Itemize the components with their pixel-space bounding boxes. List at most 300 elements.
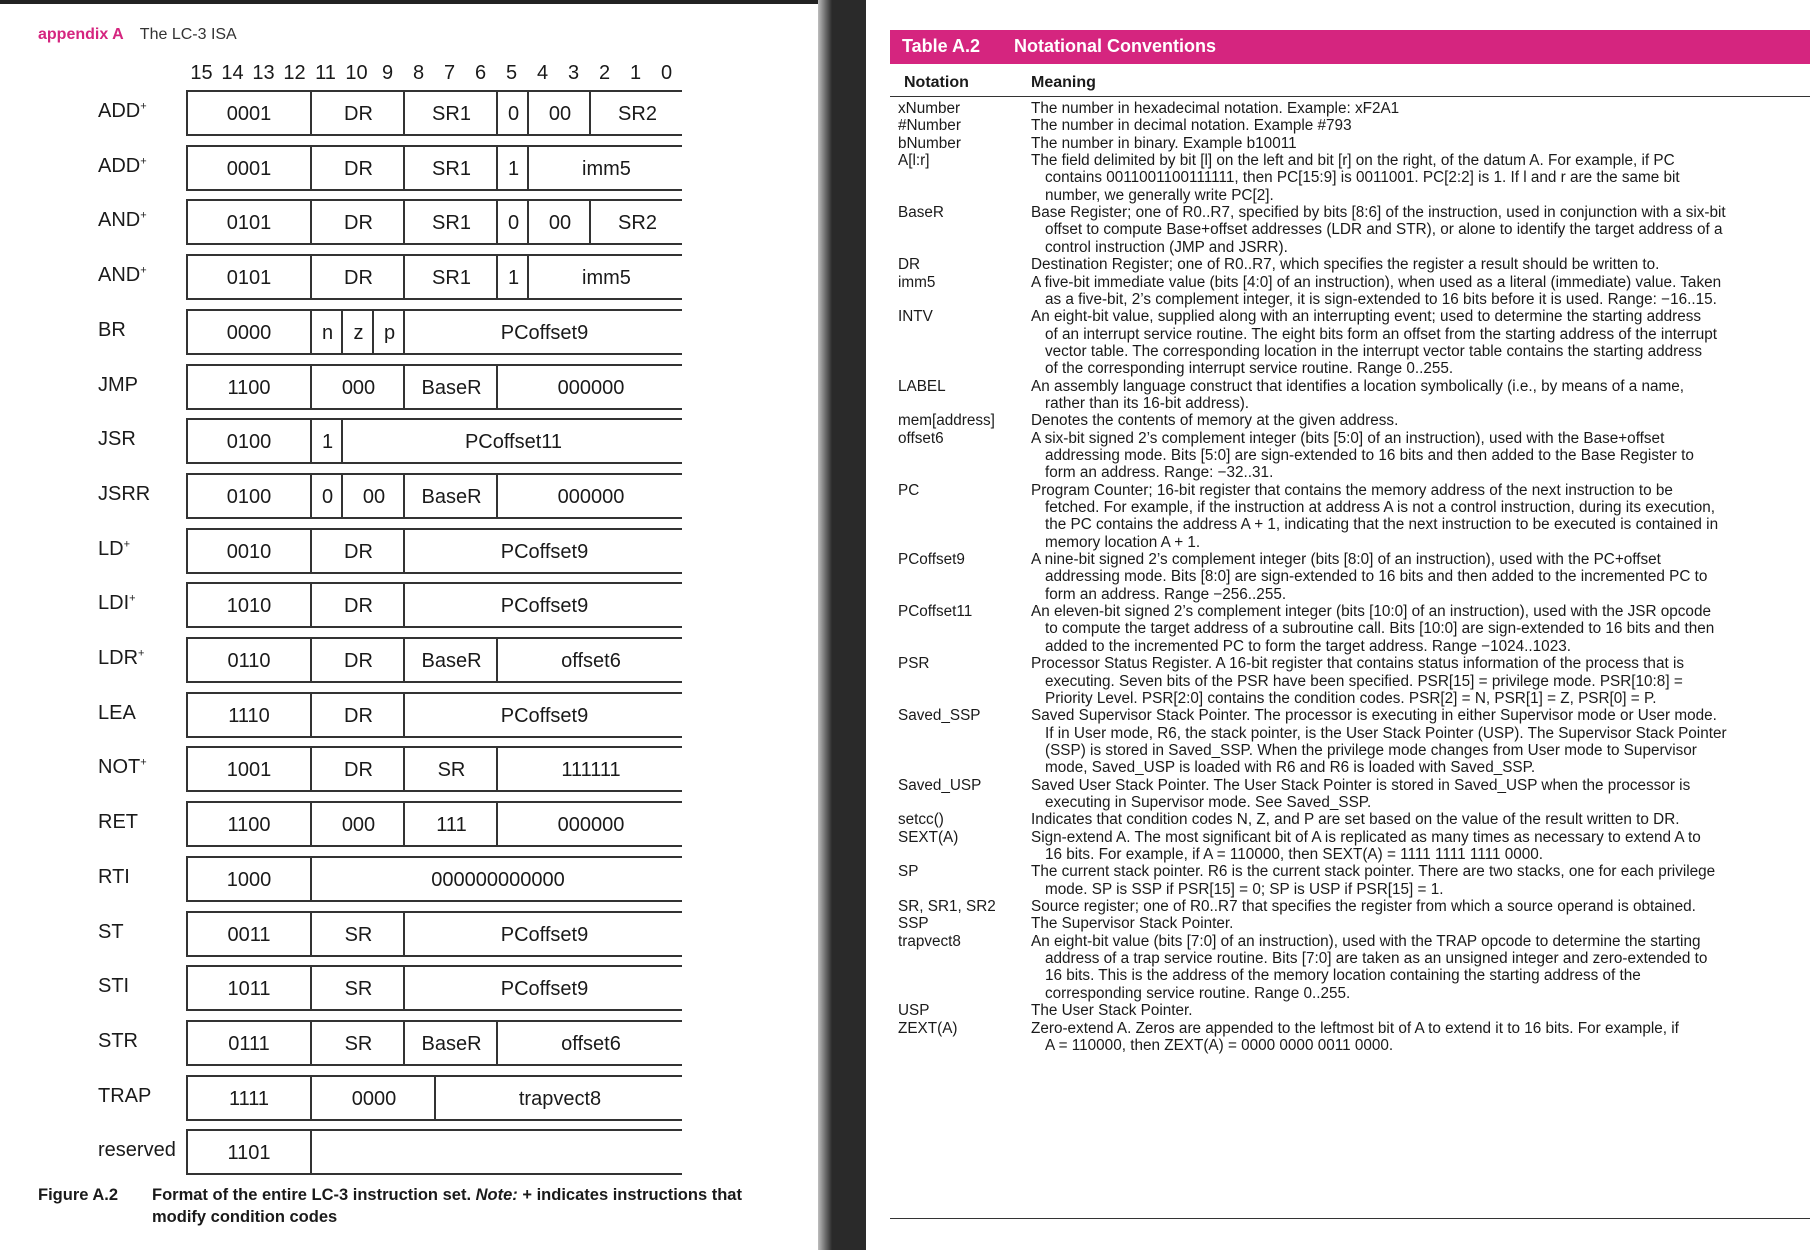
bit-field: SR1 — [403, 201, 498, 243]
notation-meaning — [1031, 135, 1806, 152]
notation-term — [898, 100, 1018, 117]
instruction-row — [0, 473, 818, 521]
bit-field: 000000 — [496, 366, 684, 408]
bit-field: 0001 — [188, 92, 310, 134]
instruction-row — [0, 911, 818, 959]
bit-number: 1 — [629, 62, 642, 84]
instruction-name: BR — [98, 318, 126, 341]
bit-field: 1110 — [188, 694, 310, 736]
meaning-line: control instruction (JMP and JSRR). — [1045, 238, 1288, 256]
notation-term — [898, 412, 1018, 429]
notation-entry — [866, 915, 1818, 932]
notation-meaning — [1031, 430, 1806, 482]
meaning-line: (SSP) is stored in Saved_SSP. When the privilege mode changes from User mode to Supervisor — [1045, 741, 1697, 759]
notation-term — [898, 256, 1018, 273]
bit-field: n — [310, 311, 343, 353]
meaning-line: Zero-extend A. Zeros are appended to the leftmost bit of A to extend it to 16 bits. For example, if — [1031, 1019, 1679, 1037]
instruction-name: RTI — [98, 865, 130, 888]
bit-field: PCoffset9 — [403, 311, 684, 353]
notation-entry — [866, 482, 1818, 551]
modifies-cc-marker: + — [140, 264, 147, 277]
instruction-format-box — [186, 90, 682, 136]
bit-field: trapvect8 — [434, 1077, 684, 1119]
instruction-row — [0, 1020, 818, 1068]
bit-field: 0100 — [188, 420, 310, 462]
notation-term-text: trapvect8 — [898, 932, 961, 950]
notation-entry — [866, 707, 1818, 776]
meaning-line: fetched. For example, if the instruction at address A is not a control instruction, during its execution, — [1045, 499, 1716, 517]
notation-meaning — [1031, 829, 1806, 864]
notation-term-text: bNumber — [898, 134, 961, 152]
notation-meaning — [1031, 412, 1806, 429]
instruction-row — [0, 145, 818, 193]
instruction-row — [0, 528, 818, 576]
instruction-row — [0, 692, 818, 740]
bit-field: 111 — [403, 803, 498, 845]
meaning-line: mode. SP is SSP if PSR[15] = 0; SP is USP if PSR[15] = 1. — [1045, 880, 1444, 898]
table-title: Notational Conventions — [1014, 36, 1216, 56]
notation-term-text: setcc() — [898, 811, 944, 829]
bit-field: 0101 — [188, 201, 310, 243]
right-page — [866, 0, 1818, 1250]
bit-number: 3 — [567, 62, 580, 84]
notation-entry — [866, 135, 1818, 152]
bit-number: 14 — [221, 62, 244, 84]
notation-term — [898, 378, 1018, 395]
notation-meaning — [1031, 551, 1806, 603]
instruction-name: LEA — [98, 701, 136, 724]
notation-term — [898, 1002, 1018, 1019]
notation-meaning — [1031, 1002, 1806, 1019]
caption-text-before: Format of the entire LC-3 instruction set. — [152, 1186, 476, 1204]
meaning-line: An eight-bit value (bits [7:0] of an instruction), used with the TRAP opcode to determine the starting — [1031, 932, 1701, 950]
meaning-line: number, we generally write PC[2]. — [1045, 186, 1274, 204]
notation-term — [898, 204, 1018, 221]
book-gutter — [818, 0, 832, 1250]
notation-term-text: SEXT(A) — [898, 828, 959, 846]
meaning-line: corresponding service routine. Range 0..255. — [1045, 984, 1351, 1002]
bit-field: offset6 — [496, 639, 684, 681]
instruction-format-box — [186, 801, 682, 847]
meaning-line: The number in decimal notation. Example #793 — [1031, 117, 1352, 135]
bit-field: 000 — [310, 803, 405, 845]
caption-text-after: + indicates instructions that modify condition codes — [152, 1186, 742, 1226]
bit-field: 0110 — [188, 639, 310, 681]
meaning-line: addressing mode. Bits [5:0] are sign-extended to 16 bits and then added to the Base Register to — [1045, 446, 1694, 464]
meaning-line: Sign-extend A. The most significant bit of A is replicated as many times as necessary to extend A to — [1031, 828, 1701, 846]
bit-field: 1011 — [188, 967, 310, 1009]
notation-entry — [866, 863, 1818, 898]
meaning-line: form an address. Range: −32..31. — [1045, 464, 1274, 482]
meaning-line: The field delimited by bit [l] on the left and bit [r] on the right, of the datum A. For example, if PC — [1031, 152, 1675, 170]
bit-field: SR — [310, 967, 405, 1009]
meaning-line: of the corresponding interrupt service routine. Range 0..255. — [1045, 360, 1454, 378]
bit-number: 0 — [660, 62, 673, 84]
instruction-name: LDR+ — [98, 647, 145, 669]
caption-note-label: Note: — [475, 1186, 518, 1204]
instruction-name: JMP — [98, 373, 138, 396]
notation-entry — [866, 412, 1818, 429]
notation-term — [898, 777, 1018, 794]
instruction-format-box — [186, 856, 682, 902]
bit-field: SR — [310, 913, 405, 955]
meaning-line: executing. Seven bits of the PSR have been specified. PSR[15] = privilege mode. PSR[10:8] = — [1045, 672, 1683, 690]
notation-meaning — [1031, 915, 1806, 932]
meaning-line: rather than its 16-bit address). — [1045, 394, 1250, 412]
notation-term-text: SP — [898, 863, 919, 881]
bit-field: imm5 — [527, 256, 684, 298]
notation-entry — [866, 378, 1818, 413]
bit-field: BaseR — [403, 475, 498, 517]
bit-field: SR2 — [589, 201, 684, 243]
notation-meaning — [1031, 117, 1806, 134]
meaning-line: Processor Status Register. A 16-bit register that contains status information of the process that is — [1031, 655, 1684, 673]
appendix-title: The LC-3 ISA — [139, 26, 237, 43]
instruction-format-box — [186, 473, 682, 519]
meaning-line: Saved User Stack Pointer. The User Stack Pointer is stored in Saved_USP when the processor is — [1031, 776, 1691, 794]
notation-term-text: #Number — [898, 117, 961, 135]
bit-field: BaseR — [403, 1022, 498, 1064]
meaning-line: Priority Level. PSR[2:0] contains the condition codes. PSR[2] = N, PSR[1] = Z, PSR[0] = P. — [1045, 689, 1657, 707]
instruction-row — [0, 746, 818, 794]
notation-meaning — [1031, 482, 1806, 551]
notation-meaning — [1031, 100, 1806, 117]
bit-number: 5 — [505, 62, 518, 84]
table-bottom-rule — [890, 1218, 1810, 1219]
bit-field: PCoffset9 — [403, 530, 684, 572]
notation-term — [898, 430, 1018, 447]
notation-meaning — [1031, 933, 1806, 1002]
bit-field: 000000 — [496, 475, 684, 517]
instruction-format-box — [186, 965, 682, 1011]
meaning-line: If in User mode, R6, the stack pointer, is the User Stack Pointer (USP). The Supervisor Stack Pointer — [1045, 724, 1727, 742]
meaning-line: A six-bit signed 2’s complement integer (bits [5:0] of an instruction), used with the Base+offset — [1031, 429, 1665, 447]
instruction-name: STI — [98, 975, 130, 998]
bit-field: DR — [310, 639, 405, 681]
notation-term — [898, 603, 1018, 620]
bit-field: 000000000000 — [310, 858, 684, 900]
notation-term — [898, 898, 1018, 915]
notation-term-text: mem[address] — [898, 412, 995, 430]
meaning-line: offset to compute Base+offset addresses (LDR and STR), or alone to identify the target address of a — [1045, 221, 1723, 239]
notation-term — [898, 1020, 1018, 1037]
notation-meaning — [1031, 308, 1806, 377]
bit-number: 15 — [190, 62, 213, 84]
table-header-bar — [890, 30, 1810, 64]
notation-term-text: INTV — [898, 308, 933, 326]
notation-term — [898, 863, 1018, 880]
instruction-name: NOT+ — [98, 756, 147, 779]
meaning-line: to compute the target address of a subroutine call. Bits [10:0] are sign-extended to 16 bits and then — [1045, 620, 1715, 638]
meaning-line: mode, Saved_USP is loaded with R6 and R6 is loaded with Saved_SSP. — [1045, 759, 1536, 777]
instruction-format-box — [186, 637, 682, 683]
bit-field: BaseR — [403, 366, 498, 408]
instruction-name: LDI+ — [98, 592, 136, 615]
instruction-format-box — [186, 309, 682, 355]
instruction-format-box — [186, 1020, 682, 1066]
meaning-line: Indicates that condition codes N, Z, and P are set based on the value of the result written to DR. — [1031, 811, 1680, 829]
meaning-line: A five-bit immediate value (bits [4:0] of an instruction), when used as a literal (immediate) value. Taken — [1031, 273, 1722, 291]
notation-meaning — [1031, 811, 1806, 828]
meaning-line: memory location A + 1. — [1045, 533, 1201, 551]
notation-meaning — [1031, 152, 1806, 204]
appendix-label: appendix A — [38, 26, 124, 43]
notation-term — [898, 152, 1018, 169]
notation-term — [898, 117, 1018, 134]
bit-field: DR — [310, 201, 405, 243]
meaning-line: contains 0011001100111111, then PC[15:9] is 0011001. PC[2:2] is 1. If l and r are the same bit — [1045, 169, 1680, 187]
notation-meaning — [1031, 1020, 1806, 1055]
instruction-format-box — [186, 418, 682, 464]
bit-field: PCoffset9 — [403, 694, 684, 736]
instruction-name: LD+ — [98, 537, 131, 560]
bit-number: 11 — [315, 62, 336, 84]
notation-term-text: PSR — [898, 655, 930, 673]
modifies-cc-marker: + — [123, 537, 131, 550]
notation-term-text: USP — [898, 1002, 930, 1020]
instruction-format-box — [186, 145, 682, 191]
notation-term-text: imm5 — [898, 273, 936, 291]
notation-term — [898, 811, 1018, 828]
notation-term-text: PC — [898, 481, 920, 499]
bit-field: 1000 — [188, 858, 310, 900]
notation-term — [898, 482, 1018, 499]
bit-number: 10 — [345, 62, 368, 84]
meaning-line: 16 bits. For example, if A = 110000, then SEXT(A) = 1111 1111 1111 0000. — [1045, 846, 1544, 864]
notation-entry — [866, 100, 1818, 117]
bit-field: 1101 — [188, 1131, 310, 1173]
notation-entry — [866, 117, 1818, 134]
instruction-row — [0, 418, 818, 466]
bit-field: 1010 — [188, 584, 310, 626]
modifies-cc-marker: + — [138, 647, 145, 660]
bit-field: z — [341, 311, 374, 353]
bit-field: 000 — [310, 366, 405, 408]
notation-term — [898, 707, 1018, 724]
instruction-name: RET — [98, 811, 138, 834]
instruction-name: ADD+ — [98, 100, 147, 122]
bit-field: offset6 — [496, 1022, 684, 1064]
instruction-name: AND+ — [98, 209, 147, 232]
bit-number: 2 — [598, 62, 611, 84]
notation-entry — [866, 308, 1818, 377]
bit-field: SR1 — [403, 147, 498, 189]
meaning-line: added to the incremented PC to form the target address. Range −1024..1023. — [1045, 637, 1571, 655]
notation-entry — [866, 655, 1818, 707]
modifies-cc-marker: + — [140, 209, 147, 222]
meaning-line: An eleven-bit signed 2’s complement integer (bits [10:0] of an instruction), used with the JSR opcode — [1031, 603, 1711, 621]
bit-number: 9 — [381, 62, 394, 84]
notation-entry — [866, 933, 1818, 1002]
instruction-format-box — [186, 1129, 682, 1175]
instruction-name: STR — [98, 1029, 138, 1052]
notation-term — [898, 915, 1018, 932]
instruction-row — [0, 199, 818, 247]
bit-field: 000000 — [496, 803, 684, 845]
column-header-meaning: Meaning — [1031, 74, 1096, 91]
notation-meaning — [1031, 204, 1806, 256]
instruction-row — [0, 582, 818, 630]
bit-field: 00 — [527, 201, 591, 243]
notation-term-text: PCoffset9 — [898, 551, 965, 569]
notation-meaning — [1031, 274, 1806, 309]
notation-term-text: A[l:r] — [898, 152, 930, 170]
instruction-name: TRAP — [98, 1084, 152, 1107]
instruction-row — [0, 90, 818, 138]
instruction-row — [0, 637, 818, 685]
bit-number: 4 — [536, 62, 549, 84]
running-head — [38, 26, 237, 44]
notation-meaning — [1031, 707, 1806, 776]
notation-term-text: BaseR — [898, 204, 944, 222]
notation-entry — [866, 1020, 1818, 1055]
meaning-line: An assembly language construct that identifies a location symbolically (i.e., by means of a name, — [1031, 377, 1685, 395]
bit-field: 0011 — [188, 913, 310, 955]
bit-field: 00 — [527, 92, 591, 134]
bit-number: 7 — [443, 62, 456, 84]
instruction-row — [0, 364, 818, 412]
bit-field — [310, 1131, 684, 1173]
bit-field: 111111 — [496, 748, 684, 790]
meaning-line: An eight-bit value, supplied along with an interrupting event; used to determine the starting address — [1031, 308, 1702, 326]
bit-field: 0001 — [188, 147, 310, 189]
notation-term-text: ZEXT(A) — [898, 1019, 958, 1037]
bit-number: 6 — [474, 62, 487, 84]
meaning-line: 16 bits. This is the address of the memory location containing the starting address of the — [1045, 967, 1641, 985]
instruction-row — [0, 801, 818, 849]
modifies-cc-marker: + — [129, 592, 136, 605]
notation-term-text: SR, SR1, SR2 — [898, 898, 996, 916]
notation-term — [898, 551, 1018, 568]
notation-entry — [866, 603, 1818, 655]
meaning-line: the PC contains the address A + 1, indicating that the next instruction to be executed is contained in — [1045, 516, 1719, 534]
bit-field: p — [372, 311, 405, 353]
notation-entry — [866, 551, 1818, 603]
notation-meaning — [1031, 256, 1806, 273]
instruction-format-box — [186, 746, 682, 792]
bit-field: 0010 — [188, 530, 310, 572]
instruction-row — [0, 965, 818, 1013]
bit-field: SR2 — [589, 92, 684, 134]
meaning-line: addressing mode. Bits [8:0] are sign-extended to 16 bits and then added to the incremented PC to — [1045, 568, 1708, 586]
notation-meaning — [1031, 655, 1806, 707]
bit-field: PCoffset9 — [403, 584, 684, 626]
bit-field: 0000 — [310, 1077, 436, 1119]
notation-term-text: offset6 — [898, 429, 944, 447]
notation-term-text: Saved_SSP — [898, 707, 981, 725]
meaning-line: Denotes the contents of memory at the given address. — [1031, 412, 1399, 430]
bit-field: 0100 — [188, 475, 310, 517]
instruction-format-box — [186, 692, 682, 738]
bit-field: SR — [310, 1022, 405, 1064]
meaning-line: executing in Supervisor mode. See Saved_SSP. — [1045, 793, 1372, 811]
notation-term-text: xNumber — [898, 100, 961, 117]
bit-number: 8 — [412, 62, 425, 84]
instruction-name: ADD+ — [98, 154, 147, 177]
notation-meaning — [1031, 777, 1806, 812]
bit-number-header — [0, 62, 818, 86]
meaning-line: vector table. The corresponding location in the interrupt vector table contains the starting address — [1045, 342, 1703, 360]
bit-field: 1 — [496, 256, 529, 298]
notation-term — [898, 655, 1018, 672]
notation-term-text: DR — [898, 256, 921, 274]
bit-field: 1111 — [188, 1077, 310, 1119]
meaning-line: The Supervisor Stack Pointer. — [1031, 915, 1234, 933]
bit-field: 1 — [310, 420, 343, 462]
notation-meaning — [1031, 863, 1806, 898]
bit-field: SR1 — [403, 92, 498, 134]
notation-meaning — [1031, 898, 1806, 915]
bit-field: 0 — [496, 201, 529, 243]
instruction-name: ST — [98, 920, 124, 943]
bit-field: 0 — [310, 475, 343, 517]
bit-field: DR — [310, 92, 405, 134]
meaning-line: Destination Register; one of R0..R7, which specifies the register a result should be written to. — [1031, 256, 1660, 274]
meaning-line: form an address. Range −256..255. — [1045, 585, 1287, 603]
notation-entry — [866, 1002, 1818, 1019]
bit-field: DR — [310, 694, 405, 736]
notation-entry — [866, 829, 1818, 864]
notation-entry — [866, 811, 1818, 828]
modifies-cc-marker: + — [140, 100, 147, 113]
instruction-name: reserved — [98, 1139, 176, 1162]
bit-field: 1100 — [188, 366, 310, 408]
instruction-name: AND+ — [98, 264, 147, 287]
notation-term — [898, 274, 1018, 291]
meaning-line: The number in binary. Example b10011 — [1031, 134, 1297, 152]
meaning-line: A nine-bit signed 2’s complement integer (bits [8:0] of an instruction), used with the PC+offset — [1031, 551, 1661, 569]
instruction-row — [0, 254, 818, 302]
notation-entry — [866, 430, 1818, 482]
notation-term-text: Saved_USP — [898, 776, 982, 794]
left-page — [0, 0, 818, 1250]
bit-field: 1 — [496, 147, 529, 189]
table-number: Table A.2 — [902, 36, 981, 56]
instruction-format-box — [186, 582, 682, 628]
notation-meaning — [1031, 603, 1806, 655]
meaning-line: The number in hexadecimal notation. Example: xF2A1 — [1031, 100, 1400, 117]
notation-term — [898, 933, 1018, 950]
bit-field: PCoffset9 — [403, 913, 684, 955]
instruction-format-box — [186, 528, 682, 574]
instruction-format-box — [186, 199, 682, 245]
instruction-row — [0, 1129, 818, 1177]
notation-entry — [866, 777, 1818, 812]
instruction-format-box — [186, 911, 682, 957]
meaning-line: Saved Supervisor Stack Pointer. The processor is executing in either Supervisor mode or User mode. — [1031, 707, 1717, 725]
notation-entry — [866, 274, 1818, 309]
instruction-name: JSRR — [98, 482, 151, 505]
meaning-line: Base Register; one of R0..R7, specified by bits [8:6] of the instruction, used in conjunction with a six-bit — [1031, 204, 1726, 222]
meaning-line: The current stack pointer. R6 is the current stack pointer. There are two stacks, one for each privilege — [1031, 863, 1716, 881]
notation-meaning — [1031, 378, 1806, 413]
modifies-cc-marker: + — [140, 756, 147, 769]
bit-field: 0 — [496, 92, 529, 134]
notation-term — [898, 135, 1018, 152]
bit-field: 0111 — [188, 1022, 310, 1064]
notation-entry — [866, 152, 1818, 204]
bit-field: 1001 — [188, 748, 310, 790]
instruction-row — [0, 1075, 818, 1123]
bit-field: PCoffset11 — [341, 420, 684, 462]
bit-field: 0101 — [188, 256, 310, 298]
notation-entry — [866, 256, 1818, 273]
notation-term-text: LABEL — [898, 377, 946, 395]
bit-number: 12 — [283, 62, 306, 84]
figure-label: Figure A.2 — [38, 1186, 119, 1204]
page-gap — [832, 0, 866, 1250]
meaning-line: The User Stack Pointer. — [1031, 1002, 1193, 1020]
